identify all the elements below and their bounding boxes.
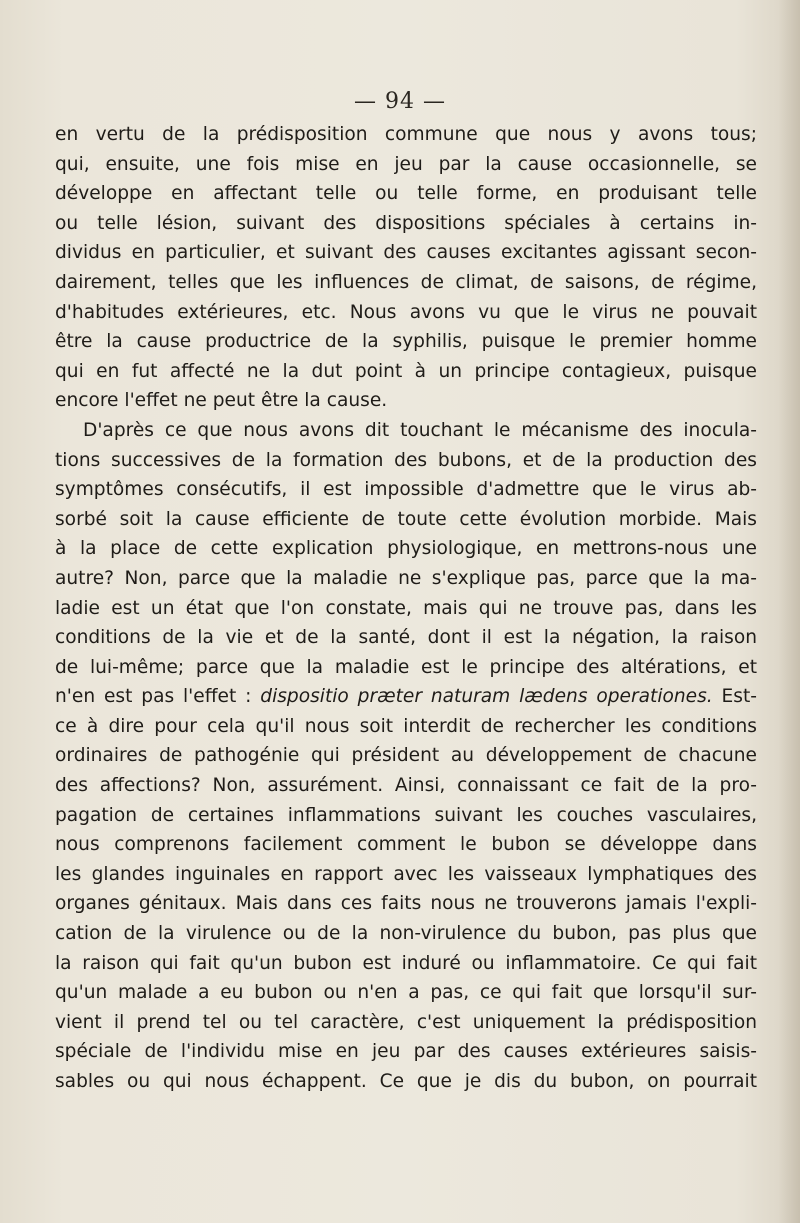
text-line: encore l'effet ne peut être la cause. bbox=[55, 390, 388, 412]
text-line: spéciale de l'individu mise en jeu par des causes extérieures saisis- bbox=[55, 1041, 757, 1063]
text-line: ladie est un état que l'on constate, mais qui ne trouve pas, dans les bbox=[55, 597, 757, 619]
text-line-with-quote bbox=[55, 682, 757, 712]
text-line: la raison qui fait qu'un bubon est induré ou inflammatoire. Ce qui fait bbox=[55, 952, 757, 974]
text-line: ce à dire pour cela qu'il nous soit interdit de rechercher les conditions bbox=[55, 715, 757, 737]
text-line: qui en fut affecté ne la dut point à un principe contagieux, puisque bbox=[55, 360, 757, 382]
text-line: organes génitaux. Mais dans ces faits nous ne trouverons jamais l'expli- bbox=[55, 893, 757, 915]
text-line: D'après ce que nous avons dit touchant le mécanisme des inocula- bbox=[83, 419, 757, 441]
text-line: symptômes consécutifs, il est impossible d'admettre que le virus ab- bbox=[55, 479, 757, 501]
text-line: sorbé soit la cause efficiente de toute cette évolution morbide. Mais bbox=[55, 508, 757, 530]
text-segment: Est- bbox=[712, 686, 757, 708]
text-line: d'habitudes extérieures, etc. Nous avons vu que le virus ne pouvait bbox=[55, 301, 757, 323]
text-line: vient il prend tel ou tel caractère, c'est uniquement la prédisposition bbox=[55, 1011, 757, 1033]
text-line: qu'un malade a eu bubon ou n'en a pas, ce qui fait que lorsqu'il sur- bbox=[55, 982, 757, 1004]
text-line: sables ou qui nous échappent. Ce que je dis du bubon, on pourrait bbox=[55, 1071, 757, 1092]
text-line: développe en affectant telle ou telle forme, en produisant telle bbox=[55, 183, 757, 205]
text-segment: n'en est pas l'effet : bbox=[55, 686, 261, 708]
latin-quote: dispositio præter naturam lædens operationes. bbox=[260, 686, 713, 708]
body-text bbox=[55, 120, 757, 1097]
text-line: de lui-même; parce que la maladie est le principe des altérations, et bbox=[55, 656, 757, 678]
text-line: être la cause productrice de la syphilis, puisque le premier homme bbox=[55, 331, 757, 353]
text-line: dairement, telles que les influences de climat, de saisons, de régime, bbox=[55, 271, 757, 293]
text-line: en vertu de la prédisposition commune que nous y avons tous; bbox=[55, 124, 757, 145]
text-line: dividus en particulier, et suivant des causes excitantes agissant secon- bbox=[55, 242, 757, 264]
text-line: cation de la virulence ou de la non-virulence du bubon, pas plus que bbox=[55, 923, 757, 945]
text-line: autre? Non, parce que la maladie ne s'explique pas, parce que la ma- bbox=[55, 567, 757, 589]
text-line: ordinaires de pathogénie qui président au développement de chacune bbox=[55, 745, 757, 767]
text-line: des affections? Non, assurément. Ainsi, connaissant ce fait de la pro- bbox=[55, 775, 757, 797]
text-line: ou telle lésion, suivant des dispositions spéciales à certains in- bbox=[55, 212, 757, 234]
text-line: tions successives de la formation des bubons, et de la production des bbox=[55, 449, 757, 471]
text-line: à la place de cette explication physiologique, en mettrons-nous une bbox=[55, 538, 757, 560]
text-line: conditions de la vie et de la santé, dont il est la négation, la raison bbox=[55, 627, 757, 649]
text-line: qui, ensuite, une fois mise en jeu par la cause occasionnelle, se bbox=[55, 153, 757, 175]
text-line: les glandes inguinales en rapport avec les vaisseaux lymphatiques des bbox=[55, 863, 757, 885]
text-line: pagation de certaines inflammations suivant les couches vasculaires, bbox=[55, 804, 757, 826]
page-number: — 94 — bbox=[354, 89, 446, 114]
text-line: nous comprenons facilement comment le bubon se développe dans bbox=[55, 834, 757, 856]
